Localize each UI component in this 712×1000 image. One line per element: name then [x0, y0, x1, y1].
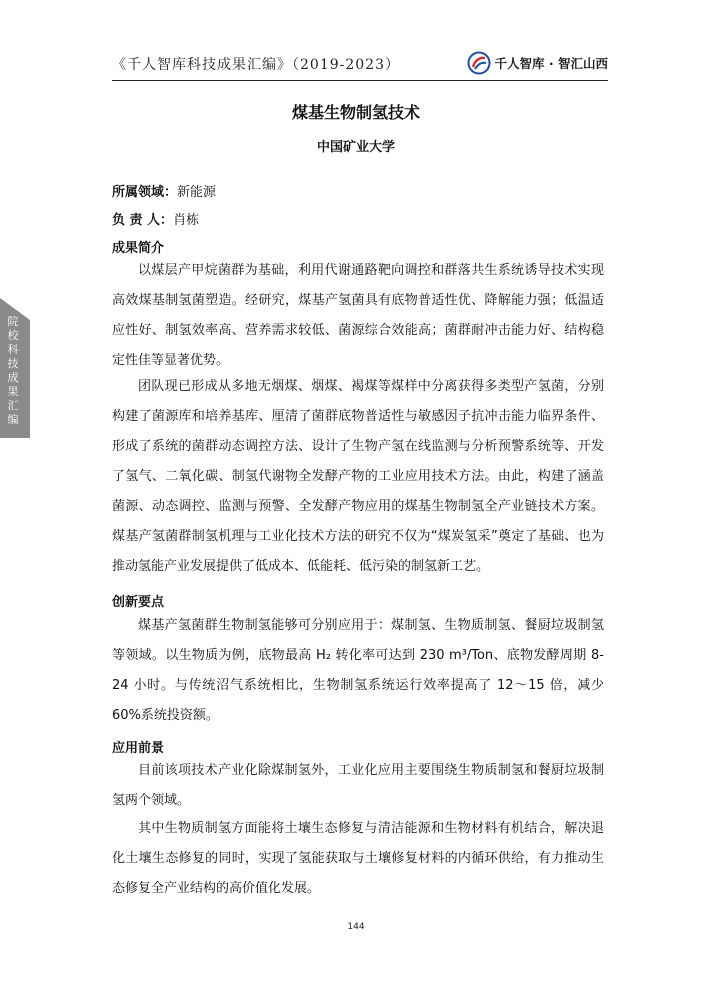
innovation-paragraph-1: 煤基产氢菌群生物制氢能够可分别应用于：煤制氢、生物质制氢、餐厨垃圾制氢等领域。以生物质为例，底物最高 H₂ 转化率可达到 230 m³/Ton、底物发酵周期 8-24 小时。与传统沼气系统相比，生物制氢系统运行效率提高了 12～15 倍，减少 60%系统投资额。	[112, 618, 604, 723]
application-paragraph-1: 目前该项技术产业化除煤制氢外，工业化应用主要围绕生物质制氢和餐厨垃圾制氢两个领域。	[112, 763, 604, 808]
field-row	[112, 181, 216, 200]
leader-label: 负 责 人：	[112, 213, 174, 228]
think-tank-logo-icon	[467, 51, 491, 75]
section-heading-application: 应用前景	[112, 741, 165, 756]
header-logo	[467, 51, 608, 75]
intro-paragraph-2: 团队现已形成从多地无烟煤、烟煤、褐煤等煤样中分离获得多类型产氢菌，分别构建了菌源库和培养基库、厘清了菌群底物普适性与敏感因子抗冲击能力临界条件、形成了系统的菌群动态调控方法、设计了生物产氢在线监测与分析预警系统等、开发了氢气、二氧化碳、制氢代谢物全发酵产物的工业应用技术方法。由此，构建了涵盖菌源、动态调控、监测与预警、全发酵产物应用的煤基生物制氢全产业链技术方案。煤基产氢菌群制氢机理与工业化技术方法的研究不仅为“煤炭氢采”奠定了基础、也为推动氢能产业发展提供了低成本、低能耗、低污染的制氢新工艺。	[112, 379, 604, 574]
document-title: 煤基生物制氢技术	[291, 103, 420, 122]
page-header	[112, 48, 608, 78]
leader-value: 肖栋	[173, 213, 200, 228]
section-heading-innovation: 创新要点	[112, 595, 165, 610]
field-label: 所属领域：	[112, 185, 178, 200]
organization-name: 中国矿业大学	[316, 140, 395, 155]
header-divider	[112, 80, 608, 81]
header-title: 《千人智库科技成果汇编》（2019-2023）	[112, 57, 400, 73]
logo-text: 千人智库 · 智汇山西	[494, 56, 608, 71]
section-heading-intro: 成果简介	[112, 241, 165, 256]
application-paragraph-2: 其中生物质制氢方面能将土壤生态修复与清洁能源和生物材料有机结合，解决退化土壤生态修复的同时，实现了氢能获取与土壤修复材料的内循环供给，有力推动生态修复全产业结构的高价值化发展。	[112, 821, 604, 896]
leader-row	[112, 209, 199, 228]
side-tab-label: 院校科技成果汇编	[7, 315, 19, 426]
intro-paragraph-1: 以煤层产甲烷菌群为基础，利用代谢通路靶向调控和群落共生系统诱导技术实现高效煤基制氢菌塑造。经研究，煤基产氢菌具有底物普适性优、降解能力强；低温适应性好、制氢效率高、营养需求较低、菌源综合效能高；菌群耐冲击能力好、结构稳定性佳等显著优势。	[112, 263, 604, 368]
field-value: 新能源	[177, 185, 217, 200]
page-number: 144	[347, 922, 365, 932]
